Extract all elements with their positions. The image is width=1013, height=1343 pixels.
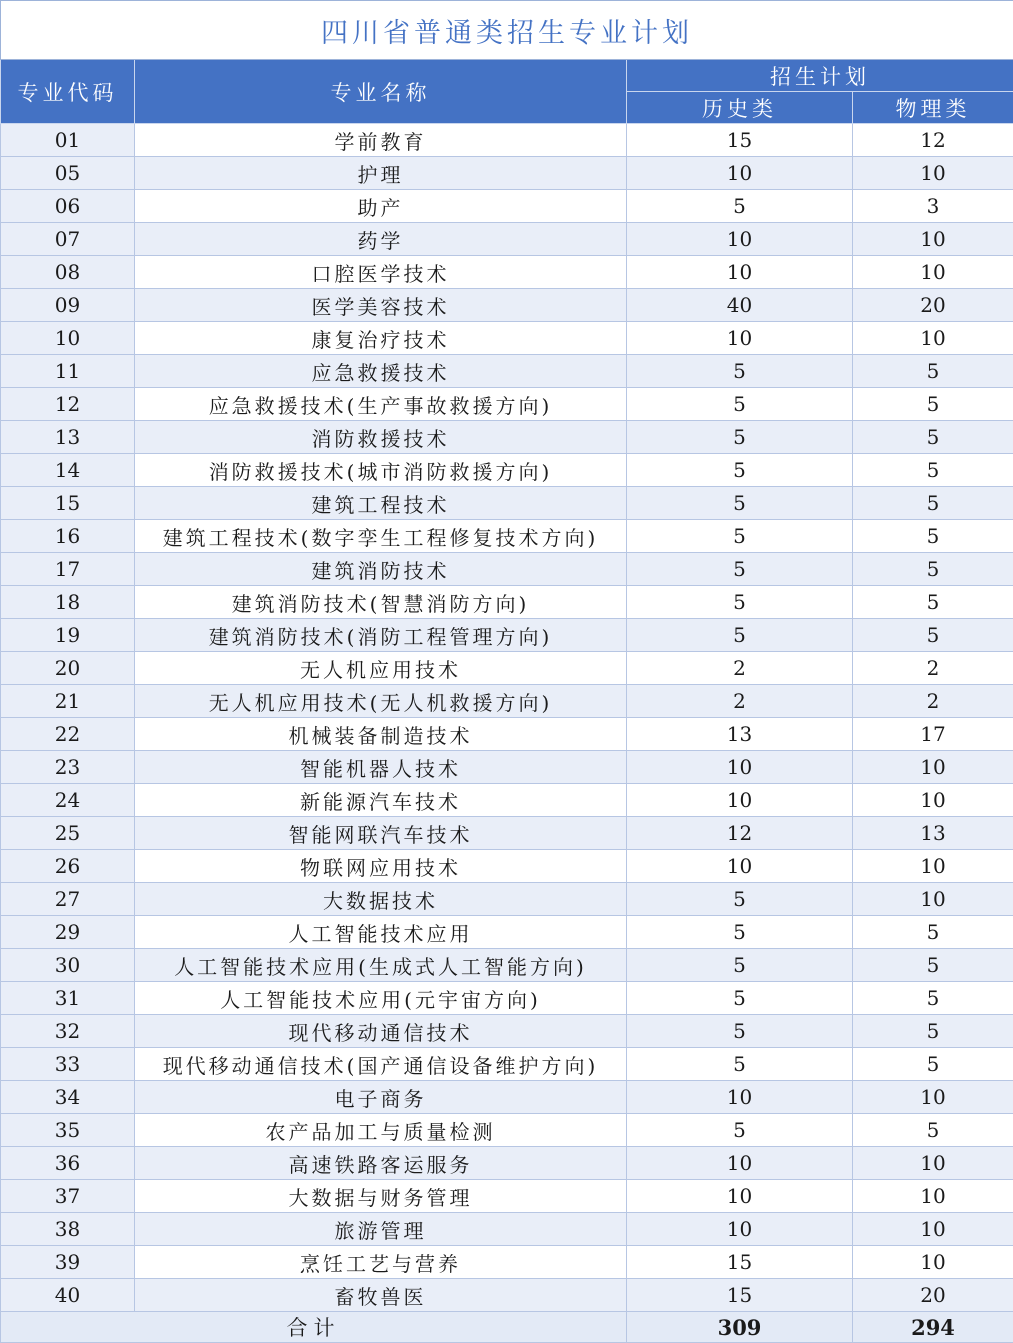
table-row xyxy=(1,817,1013,850)
table-row xyxy=(1,949,1013,982)
row-name: 现代移动通信技术(国产通信设备维护方向) xyxy=(135,1048,627,1081)
row-physics: 20 xyxy=(853,289,1013,322)
row-history: 5 xyxy=(627,355,853,388)
header-name: 专业名称 xyxy=(135,60,627,124)
row-physics: 12 xyxy=(853,124,1013,157)
row-name: 大数据与财务管理 xyxy=(135,1180,627,1213)
row-code: 39 xyxy=(1,1246,135,1279)
table-row xyxy=(1,1246,1013,1279)
row-physics: 5 xyxy=(853,619,1013,652)
row-name: 新能源汽车技术 xyxy=(135,784,627,817)
table-row xyxy=(1,355,1013,388)
row-code: 17 xyxy=(1,553,135,586)
total-physics: 294 xyxy=(853,1312,1013,1343)
table-row xyxy=(1,619,1013,652)
row-physics: 13 xyxy=(853,817,1013,850)
row-code: 07 xyxy=(1,223,135,256)
row-code: 15 xyxy=(1,487,135,520)
row-name: 烹饪工艺与营养 xyxy=(135,1246,627,1279)
row-name: 畜牧兽医 xyxy=(135,1279,627,1312)
row-name: 高速铁路客运服务 xyxy=(135,1147,627,1180)
row-history: 10 xyxy=(627,1213,853,1246)
row-code: 38 xyxy=(1,1213,135,1246)
row-physics: 10 xyxy=(853,1180,1013,1213)
row-code: 31 xyxy=(1,982,135,1015)
row-physics: 20 xyxy=(853,1279,1013,1312)
row-name: 建筑工程技术(数字孪生工程修复技术方向) xyxy=(135,520,627,553)
row-name: 建筑消防技术(智慧消防方向) xyxy=(135,586,627,619)
table-row xyxy=(1,1015,1013,1048)
row-history: 12 xyxy=(627,817,853,850)
row-history: 13 xyxy=(627,718,853,751)
row-code: 09 xyxy=(1,289,135,322)
row-history: 10 xyxy=(627,784,853,817)
row-history: 15 xyxy=(627,124,853,157)
row-history: 5 xyxy=(627,454,853,487)
row-physics: 10 xyxy=(853,850,1013,883)
row-history: 2 xyxy=(627,652,853,685)
table-row xyxy=(1,586,1013,619)
row-history: 10 xyxy=(627,1147,853,1180)
row-physics: 10 xyxy=(853,223,1013,256)
table-row xyxy=(1,124,1013,157)
row-code: 01 xyxy=(1,124,135,157)
row-history: 40 xyxy=(627,289,853,322)
table-row xyxy=(1,850,1013,883)
row-physics: 5 xyxy=(853,355,1013,388)
row-history: 2 xyxy=(627,685,853,718)
table-row xyxy=(1,718,1013,751)
row-physics: 5 xyxy=(853,1114,1013,1147)
row-physics: 5 xyxy=(853,487,1013,520)
row-name: 机械装备制造技术 xyxy=(135,718,627,751)
row-physics: 3 xyxy=(853,190,1013,223)
row-name: 药学 xyxy=(135,223,627,256)
row-code: 18 xyxy=(1,586,135,619)
row-physics: 10 xyxy=(853,256,1013,289)
table-row xyxy=(1,454,1013,487)
row-history: 10 xyxy=(627,256,853,289)
table-row xyxy=(1,322,1013,355)
row-code: 36 xyxy=(1,1147,135,1180)
header-plan: 招生计划 xyxy=(627,60,1013,92)
table-row xyxy=(1,190,1013,223)
row-code: 34 xyxy=(1,1081,135,1114)
row-history: 5 xyxy=(627,520,853,553)
row-physics: 10 xyxy=(853,751,1013,784)
row-name: 智能网联汽车技术 xyxy=(135,817,627,850)
row-history: 5 xyxy=(627,949,853,982)
row-name: 医学美容技术 xyxy=(135,289,627,322)
header-history: 历史类 xyxy=(627,92,853,124)
row-name: 消防救援技术(城市消防救援方向) xyxy=(135,454,627,487)
table-row xyxy=(1,784,1013,817)
row-name: 旅游管理 xyxy=(135,1213,627,1246)
total-label: 合计 xyxy=(1,1312,627,1343)
row-history: 5 xyxy=(627,1048,853,1081)
row-name: 现代移动通信技术 xyxy=(135,1015,627,1048)
row-code: 21 xyxy=(1,685,135,718)
table-title: 四川省普通类招生专业计划 xyxy=(1,1,1013,60)
row-code: 14 xyxy=(1,454,135,487)
row-physics: 5 xyxy=(853,982,1013,1015)
row-physics: 10 xyxy=(853,322,1013,355)
row-name: 建筑消防技术(消防工程管理方向) xyxy=(135,619,627,652)
row-code: 27 xyxy=(1,883,135,916)
row-physics: 5 xyxy=(853,520,1013,553)
row-name: 人工智能技术应用(元宇宙方向) xyxy=(135,982,627,1015)
row-history: 15 xyxy=(627,1279,853,1312)
row-history: 10 xyxy=(627,850,853,883)
row-history: 5 xyxy=(627,421,853,454)
row-name: 大数据技术 xyxy=(135,883,627,916)
row-history: 5 xyxy=(627,883,853,916)
row-name: 无人机应用技术 xyxy=(135,652,627,685)
row-physics: 10 xyxy=(853,1147,1013,1180)
table-row xyxy=(1,883,1013,916)
row-physics: 5 xyxy=(853,553,1013,586)
row-code: 24 xyxy=(1,784,135,817)
table-row xyxy=(1,1147,1013,1180)
table-body xyxy=(1,124,1013,1312)
header-physics: 物理类 xyxy=(853,92,1013,124)
row-history: 5 xyxy=(627,982,853,1015)
table-row xyxy=(1,1114,1013,1147)
table-row xyxy=(1,1279,1013,1312)
row-code: 08 xyxy=(1,256,135,289)
row-name: 消防救援技术 xyxy=(135,421,627,454)
row-history: 10 xyxy=(627,1180,853,1213)
row-history: 10 xyxy=(627,322,853,355)
row-physics: 5 xyxy=(853,1015,1013,1048)
row-code: 33 xyxy=(1,1048,135,1081)
row-physics: 5 xyxy=(853,454,1013,487)
table-row xyxy=(1,256,1013,289)
table-row xyxy=(1,421,1013,454)
table-row xyxy=(1,388,1013,421)
total-history: 309 xyxy=(627,1312,853,1343)
row-name: 护理 xyxy=(135,157,627,190)
row-code: 23 xyxy=(1,751,135,784)
row-history: 5 xyxy=(627,619,853,652)
row-history: 5 xyxy=(627,916,853,949)
row-code: 25 xyxy=(1,817,135,850)
table-row xyxy=(1,487,1013,520)
row-code: 35 xyxy=(1,1114,135,1147)
table-row xyxy=(1,916,1013,949)
row-name: 电子商务 xyxy=(135,1081,627,1114)
row-code: 12 xyxy=(1,388,135,421)
row-code: 40 xyxy=(1,1279,135,1312)
row-physics: 17 xyxy=(853,718,1013,751)
row-physics: 5 xyxy=(853,1048,1013,1081)
row-name: 智能机器人技术 xyxy=(135,751,627,784)
row-code: 19 xyxy=(1,619,135,652)
table-row xyxy=(1,157,1013,190)
row-physics: 10 xyxy=(853,1246,1013,1279)
header-code: 专业代码 xyxy=(1,60,135,124)
row-history: 5 xyxy=(627,1015,853,1048)
row-physics: 10 xyxy=(853,157,1013,190)
row-history: 5 xyxy=(627,1114,853,1147)
table-row xyxy=(1,289,1013,322)
table-row xyxy=(1,1213,1013,1246)
row-history: 5 xyxy=(627,487,853,520)
row-physics: 10 xyxy=(853,784,1013,817)
table-row xyxy=(1,553,1013,586)
row-physics: 5 xyxy=(853,421,1013,454)
row-physics: 10 xyxy=(853,1081,1013,1114)
row-physics: 2 xyxy=(853,652,1013,685)
row-code: 32 xyxy=(1,1015,135,1048)
row-code: 06 xyxy=(1,190,135,223)
table-row xyxy=(1,982,1013,1015)
row-name: 无人机应用技术(无人机救援方向) xyxy=(135,685,627,718)
row-name: 应急救援技术 xyxy=(135,355,627,388)
row-name: 康复治疗技术 xyxy=(135,322,627,355)
row-code: 26 xyxy=(1,850,135,883)
row-history: 5 xyxy=(627,586,853,619)
row-name: 农产品加工与质量检测 xyxy=(135,1114,627,1147)
row-name: 应急救援技术(生产事故救援方向) xyxy=(135,388,627,421)
row-physics: 5 xyxy=(853,388,1013,421)
row-history: 10 xyxy=(627,1081,853,1114)
row-code: 30 xyxy=(1,949,135,982)
table-row xyxy=(1,652,1013,685)
row-code: 22 xyxy=(1,718,135,751)
row-name: 物联网应用技术 xyxy=(135,850,627,883)
row-history: 5 xyxy=(627,553,853,586)
row-history: 10 xyxy=(627,751,853,784)
total-row xyxy=(1,1312,1013,1343)
row-history: 10 xyxy=(627,157,853,190)
row-code: 20 xyxy=(1,652,135,685)
row-code: 10 xyxy=(1,322,135,355)
row-name: 建筑工程技术 xyxy=(135,487,627,520)
row-name: 口腔医学技术 xyxy=(135,256,627,289)
row-name: 人工智能技术应用(生成式人工智能方向) xyxy=(135,949,627,982)
row-history: 15 xyxy=(627,1246,853,1279)
row-code: 11 xyxy=(1,355,135,388)
row-physics: 5 xyxy=(853,949,1013,982)
row-name: 助产 xyxy=(135,190,627,223)
row-code: 16 xyxy=(1,520,135,553)
row-code: 29 xyxy=(1,916,135,949)
row-code: 37 xyxy=(1,1180,135,1213)
row-physics: 2 xyxy=(853,685,1013,718)
table-row xyxy=(1,685,1013,718)
row-name: 建筑消防技术 xyxy=(135,553,627,586)
table-row xyxy=(1,223,1013,256)
row-physics: 10 xyxy=(853,1213,1013,1246)
row-physics: 5 xyxy=(853,586,1013,619)
table-row xyxy=(1,520,1013,553)
row-history: 5 xyxy=(627,388,853,421)
row-name: 人工智能技术应用 xyxy=(135,916,627,949)
row-code: 13 xyxy=(1,421,135,454)
row-history: 10 xyxy=(627,223,853,256)
table-row xyxy=(1,1180,1013,1213)
row-physics: 10 xyxy=(853,883,1013,916)
table-row xyxy=(1,1081,1013,1114)
table-row xyxy=(1,751,1013,784)
row-name: 学前教育 xyxy=(135,124,627,157)
row-history: 5 xyxy=(627,190,853,223)
row-physics: 5 xyxy=(853,916,1013,949)
table-row xyxy=(1,1048,1013,1081)
row-code: 05 xyxy=(1,157,135,190)
